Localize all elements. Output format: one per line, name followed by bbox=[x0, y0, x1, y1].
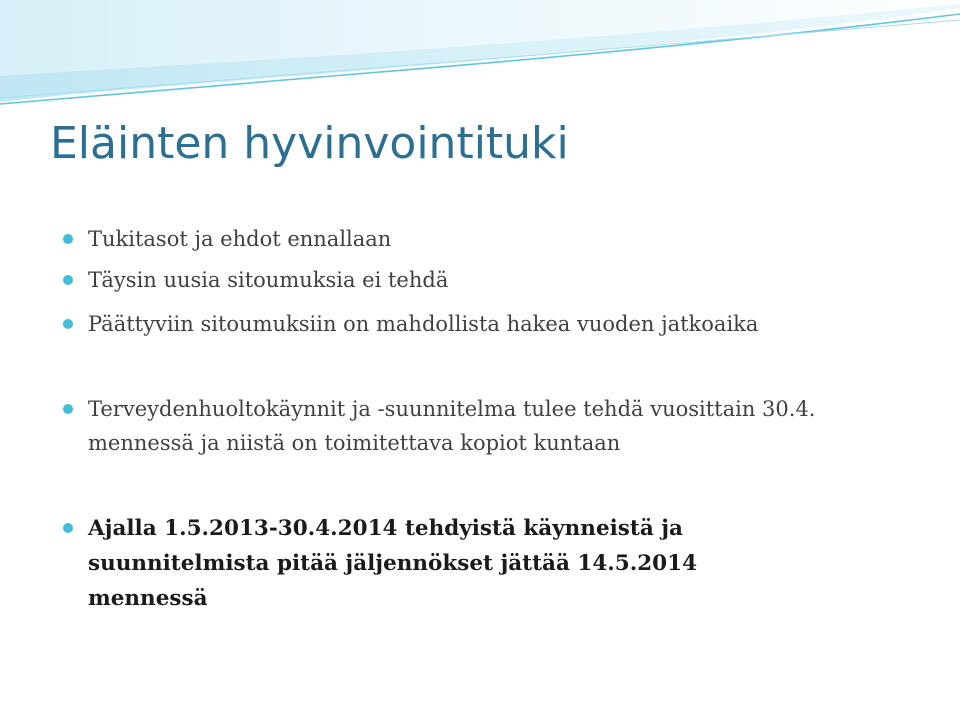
bullet-dot-icon bbox=[63, 234, 73, 244]
bullet-dot-icon bbox=[63, 523, 73, 533]
bullet-item-emphasis bbox=[88, 511, 788, 616]
bullet-text: Ajalla 1.5.2013-30.4.2014 tehdyistä käynneistä ja suunnitelmista pitää jäljennökset jättää 14.5.2014 mennessä bbox=[88, 516, 698, 611]
bullet-text: Tukitasot ja ehdot ennallaan bbox=[88, 227, 392, 251]
bullet-item bbox=[88, 307, 908, 341]
bullet-dot-icon bbox=[63, 319, 73, 329]
slide-title: Eläinten hyvinvointituki bbox=[50, 118, 569, 169]
bullet-item bbox=[88, 392, 898, 460]
bullet-dot-icon bbox=[63, 275, 73, 285]
bullet-text: Täysin uusia sitoumuksia ei tehdä bbox=[88, 268, 449, 292]
bullet-text: Päättyviin sitoumuksiin on mahdollista hakea vuoden jatkoaika bbox=[88, 312, 759, 336]
bullet-item bbox=[88, 263, 908, 297]
bullet-text: Terveydenhuoltokäynnit ja -suunnitelma tulee tehdä vuosittain 30.4. mennessä ja niistä on toimitettava kopiot kuntaan bbox=[88, 397, 816, 455]
bullet-item bbox=[88, 222, 908, 256]
bullet-dot-icon bbox=[63, 404, 73, 414]
